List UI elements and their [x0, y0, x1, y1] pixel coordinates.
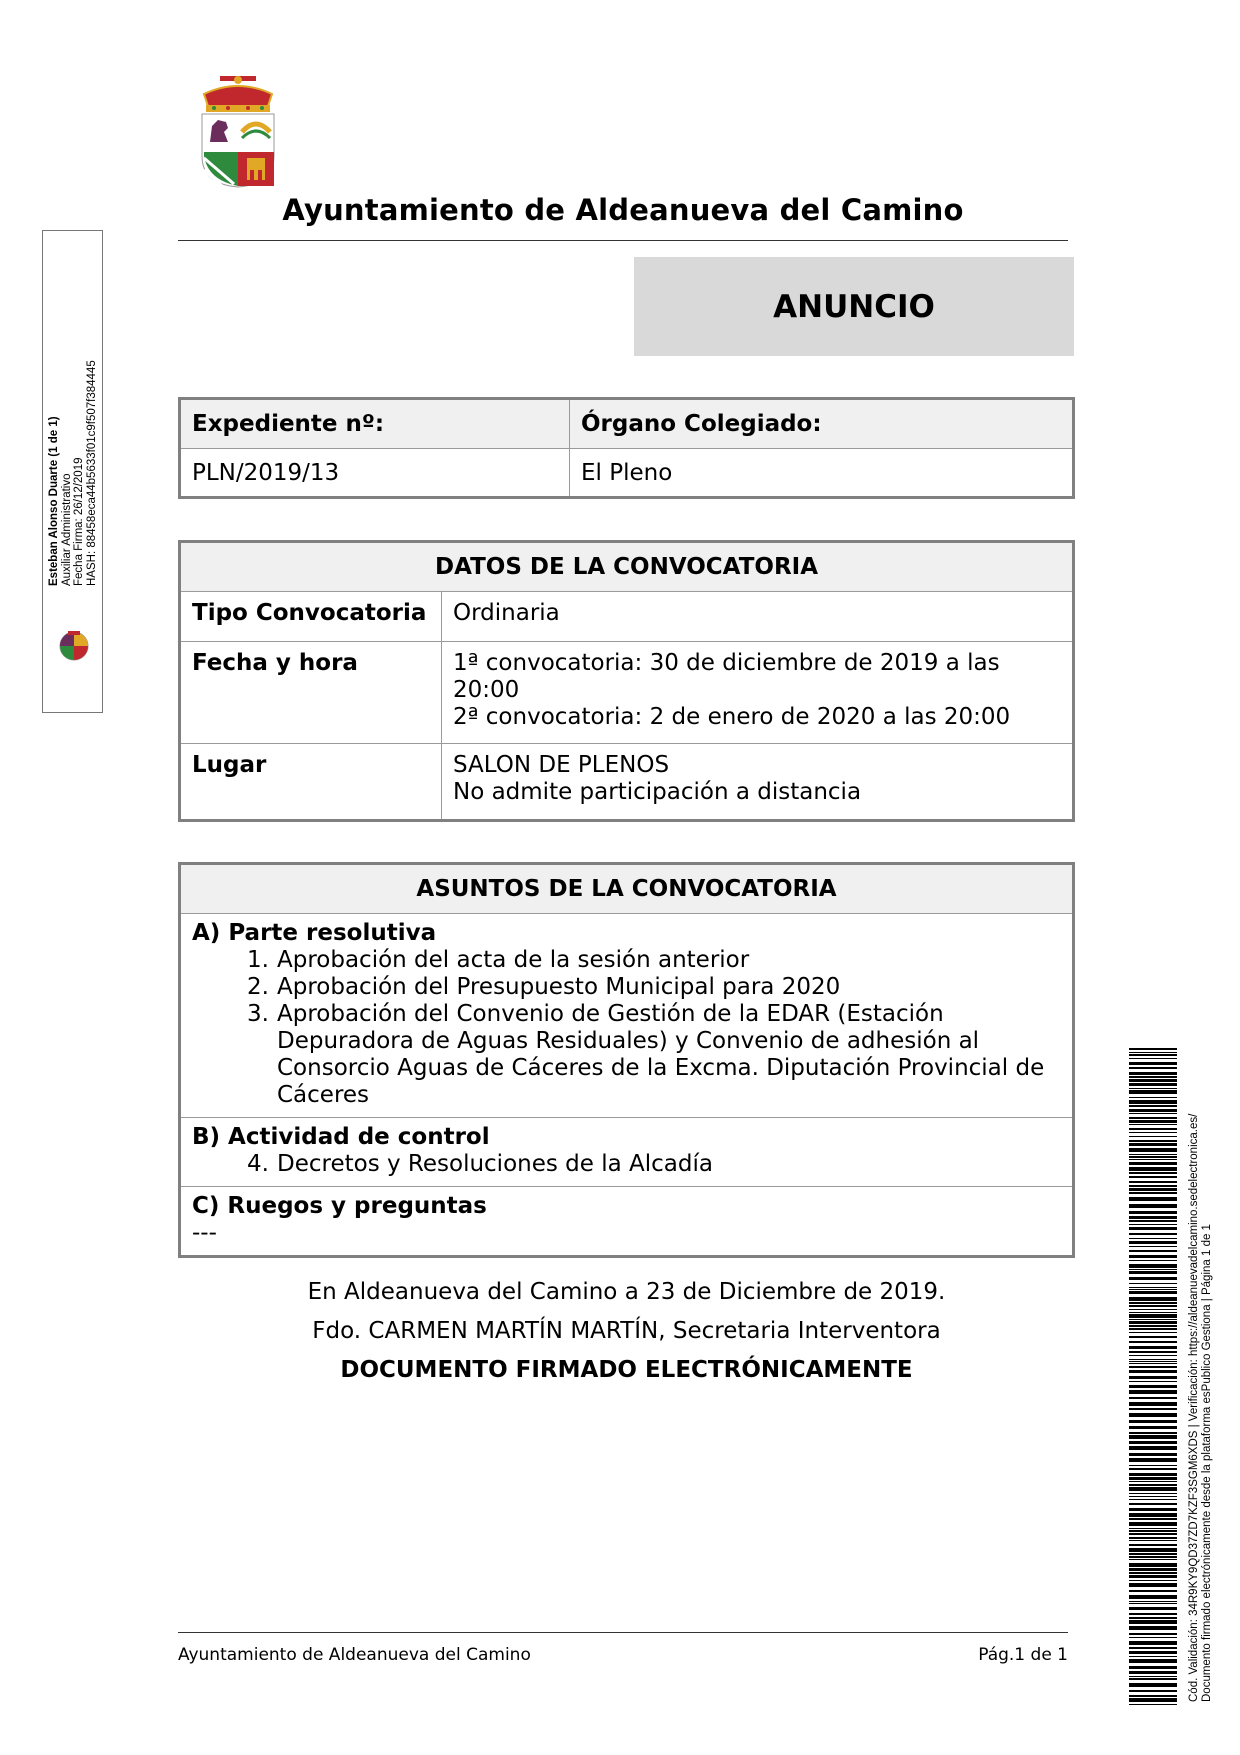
barcode-bar — [1129, 1641, 1177, 1645]
barcode-bar — [1129, 1647, 1177, 1649]
barcode-bar — [1129, 1246, 1177, 1247]
barcode-bar — [1129, 1465, 1177, 1466]
barcode-bar — [1129, 1062, 1177, 1065]
barcode-bar — [1129, 1220, 1177, 1222]
barcode-bar — [1129, 1553, 1177, 1555]
barcode-bar — [1129, 1100, 1177, 1104]
asuntos-section-a — [180, 914, 1074, 1118]
barcode-bar — [1129, 1683, 1177, 1687]
barcode-bar — [1129, 1277, 1177, 1280]
fecha-line-2: 2ª convocatoria: 2 de enero de 2020 a las 20:00 — [453, 704, 1011, 730]
barcode-bar — [1129, 1289, 1177, 1290]
barcode-bar — [1129, 1238, 1177, 1239]
barcode-bar — [1129, 1312, 1177, 1313]
barcode-bar — [1129, 1385, 1177, 1388]
barcode-bar — [1129, 1513, 1177, 1517]
barcode-bar — [1129, 1666, 1177, 1669]
barcode-bar — [1129, 1204, 1177, 1208]
list-item — [192, 1151, 1061, 1178]
barcode-bar — [1129, 1518, 1177, 1520]
item-text: Aprobación del acta de la sesión anterior — [277, 947, 750, 973]
barcode-bar — [1129, 1583, 1177, 1587]
barcode-bar — [1129, 1572, 1177, 1574]
barcode-bar — [1129, 1088, 1177, 1089]
barcode-bar — [1129, 1432, 1177, 1434]
barcode-bar — [1129, 1651, 1177, 1654]
place-date-line: En Aldeanueva del Camino a 23 de Diciembre de 2019. — [307, 1279, 946, 1305]
barcode-bar — [1129, 1120, 1177, 1123]
barcode-bar — [1129, 1058, 1177, 1059]
list-item — [192, 974, 1061, 1001]
barcode-bar — [1129, 1528, 1177, 1529]
barcode-bar — [1129, 1695, 1177, 1697]
barcode-bar — [1129, 1181, 1177, 1183]
barcode-bar — [1129, 1241, 1177, 1244]
barcode-bar — [1129, 1493, 1177, 1494]
validation-line-2: Documento firmado electrónicamente desde la plataforma esPublico Gestiona | Página 1 de 1 — [1201, 1224, 1213, 1702]
barcode-bar — [1129, 1533, 1177, 1535]
barcode-bar — [1129, 1676, 1177, 1677]
barcode-bar — [1129, 1148, 1177, 1152]
barcode-bar — [1129, 1216, 1177, 1219]
barcode-bar — [1129, 1113, 1177, 1114]
barcode-bar — [1129, 1530, 1177, 1532]
barcode-bar — [1129, 1105, 1177, 1107]
barcode-bar — [1129, 1698, 1177, 1702]
barcode-bar — [1129, 1402, 1177, 1406]
expediente-table — [178, 397, 1075, 499]
barcode-bar — [1129, 1143, 1177, 1146]
barcode-bar — [1129, 1508, 1177, 1511]
convocatoria-data-title: DATOS DE LA CONVOCATORIA — [180, 542, 1074, 592]
barcode-bar — [1129, 1613, 1177, 1615]
barcode-bar — [1129, 1269, 1177, 1270]
barcode-bar — [1129, 1132, 1177, 1133]
barcode-bar — [1129, 1325, 1177, 1327]
barcode-bar — [1129, 1540, 1177, 1541]
barcode-bar — [1129, 1233, 1177, 1235]
stamp-hash: HASH: 88458eca44b5633f01c9f507f384445 — [85, 360, 98, 586]
barcode-bar — [1129, 1656, 1177, 1657]
barcode-bar — [1129, 1522, 1177, 1526]
barcode-bar — [1129, 1633, 1177, 1635]
barcode-bar — [1129, 1481, 1177, 1482]
barcode-bar — [1129, 1617, 1177, 1619]
barcode-bar — [1129, 1544, 1177, 1546]
stamp-date: Fecha Firma: 26/12/2019 — [73, 457, 85, 586]
barcode-bar — [1129, 1197, 1177, 1201]
barcode-bar — [1129, 1690, 1177, 1692]
barcode-bar — [1129, 1255, 1177, 1258]
barcode-bar — [1129, 1484, 1177, 1486]
barcode-bar — [1129, 1314, 1177, 1318]
barcode-bar — [1129, 1192, 1177, 1194]
barcode-bar — [1129, 1321, 1177, 1324]
asuntos-title: ASUNTOS DE LA CONVOCATORIA — [180, 864, 1074, 914]
barcode-bar — [1129, 1366, 1177, 1368]
barcode-bar — [1129, 1079, 1177, 1082]
barcode-bar — [1129, 1287, 1177, 1288]
barcode-bar — [1129, 1309, 1177, 1310]
item-text: Aprobación del Convenio de Gestión de la EDAR (Estación Depuradora de Aguas Residuales) y Convenio de adhesión al Consorcio Aguas de Cáceres de la Excma. Diputación Provincial de Cáceres — [277, 1001, 1045, 1108]
barcode-bar — [1129, 1370, 1177, 1373]
barcode-bar — [1129, 1336, 1177, 1338]
barcode-bar — [1129, 1167, 1177, 1171]
list-item — [192, 947, 1061, 974]
barcode-bar — [1129, 1580, 1177, 1581]
validation-text — [1188, 1032, 1214, 1702]
asuntos-section-b — [180, 1118, 1074, 1187]
stamp-coat-of-arms-icon — [50, 631, 98, 661]
stamp-signer: Esteban Alonso Duarte (1 de 1) — [48, 416, 60, 586]
barcode-bar — [1129, 1603, 1177, 1604]
item-number: 3. — [247, 1001, 269, 1027]
barcode-bar — [1129, 1128, 1177, 1130]
barcode-bar — [1129, 1097, 1177, 1098]
barcode-bar — [1129, 1271, 1177, 1274]
barcode-bar — [1129, 1441, 1177, 1444]
barcode-bar — [1129, 1420, 1177, 1423]
signature-stamp — [42, 230, 103, 713]
barcode-bar — [1129, 1537, 1177, 1539]
organization-title: Ayuntamiento de Aldeanueva del Camino — [282, 193, 964, 227]
barcode-bar — [1129, 1054, 1177, 1056]
barcode-bar — [1129, 1283, 1177, 1284]
barcode-bar — [1129, 1052, 1177, 1053]
barcode-bar — [1129, 1620, 1177, 1624]
barcode-bar — [1129, 1136, 1177, 1137]
barcode-bar — [1129, 1159, 1177, 1160]
barcode-bar — [1129, 1626, 1177, 1630]
stamp-role: Auxiliar Administrativo — [60, 473, 73, 586]
barcode-bar — [1129, 1355, 1177, 1356]
signature-line: Fdo. CARMEN MARTÍN MARTÍN, Secretaria Interventora — [312, 1318, 941, 1344]
header-divider — [178, 240, 1068, 241]
barcode-bar — [1129, 1140, 1177, 1142]
barcode-bar — [1129, 1704, 1177, 1705]
barcode-bar — [1129, 1503, 1177, 1505]
item-text: Decretos y Resoluciones de la Alcadía — [277, 1151, 713, 1177]
barcode-bar — [1129, 1435, 1177, 1439]
barcode-bar — [1129, 1067, 1177, 1069]
barcode-bar — [1129, 1154, 1177, 1155]
barcode-bar — [1129, 1109, 1177, 1112]
barcode-bar — [1129, 1260, 1177, 1261]
barcode-bar — [1129, 1659, 1177, 1663]
section-b-title: B) Actividad de control — [192, 1124, 490, 1150]
barcode-bar — [1129, 1413, 1177, 1417]
barcode-bar — [1129, 1302, 1177, 1304]
barcode-bar — [1129, 1250, 1177, 1252]
organo-value: El Pleno — [570, 449, 1074, 498]
barcode-bar — [1129, 1671, 1177, 1674]
barcode-bar — [1129, 1408, 1177, 1410]
fecha-label: Fecha y hora — [180, 642, 442, 744]
expediente-value: PLN/2019/13 — [180, 449, 570, 498]
barcode-bar — [1129, 1227, 1177, 1230]
barcode-bar — [1129, 1176, 1177, 1178]
barcode-bar — [1129, 1117, 1177, 1119]
barcode-bar — [1129, 1575, 1177, 1578]
barcode-bar — [1129, 1590, 1177, 1592]
barcode-bar — [1129, 1559, 1177, 1560]
footer-divider — [178, 1632, 1068, 1633]
barcode-bar — [1129, 1319, 1177, 1320]
barcode-bar — [1129, 1188, 1177, 1191]
expediente-label: Expediente nº: — [180, 399, 570, 449]
barcode-bar — [1129, 1351, 1177, 1353]
fecha-value — [442, 642, 1074, 744]
barcode-bar — [1129, 1297, 1177, 1301]
barcode-bar — [1129, 1072, 1177, 1075]
fecha-line-1: 1ª convocatoria: 30 de diciembre de 2019 a las 20:00 — [453, 650, 1000, 703]
barcode-bar — [1129, 1124, 1177, 1125]
barcode-bar — [1129, 1224, 1177, 1225]
barcode-bar — [1129, 1185, 1177, 1187]
barcode-bar — [1129, 1291, 1177, 1294]
electronic-signature-note: DOCUMENTO FIRMADO ELECTRÓNICAMENTE — [340, 1357, 913, 1383]
tipo-label: Tipo Convocatoria — [180, 592, 442, 642]
barcode-bar — [1129, 1607, 1177, 1610]
barcode-bar — [1129, 1468, 1177, 1470]
section-c-body: --- — [192, 1220, 217, 1246]
barcode-bar — [1129, 1601, 1177, 1602]
item-number: 4. — [247, 1151, 269, 1177]
barcode-bar — [1129, 1678, 1177, 1680]
barcode-bar — [1129, 1090, 1177, 1094]
item-text: Aprobación del Presupuesto Municipal para 2020 — [277, 974, 841, 1000]
barcode-bar — [1129, 1426, 1177, 1429]
barcode-bar — [1129, 1473, 1177, 1476]
signature-stamp-text — [48, 316, 98, 586]
barcode-bar — [1129, 1328, 1177, 1330]
barcode-bar — [1129, 1499, 1177, 1500]
barcode-bar — [1129, 1487, 1177, 1491]
lugar-line-1: SALON DE PLENOS — [453, 752, 670, 778]
barcode-bar — [1129, 1595, 1177, 1599]
barcode-bar — [1129, 1637, 1177, 1638]
barcode-bar — [1129, 1390, 1177, 1394]
barcode-bar — [1129, 1305, 1177, 1307]
validation-line-1: Cód. Validación: 34R9KY9QD37ZD7KZF3SGM6XDS | Verificación: https://aldeanuevadelcamino.sedelectronica.es/ — [1188, 1113, 1200, 1702]
barcode-bar — [1129, 1359, 1177, 1360]
list-item — [192, 1001, 1061, 1109]
barcode-bar — [1129, 1162, 1177, 1165]
item-number: 2. — [247, 974, 269, 1000]
section-c-title: C) Ruegos y preguntas — [192, 1193, 487, 1219]
footer-page-number: Pág.1 de 1 — [978, 1645, 1068, 1665]
asuntos-table — [178, 862, 1075, 1258]
barcode-bar — [1129, 1496, 1177, 1497]
asuntos-section-c — [180, 1187, 1074, 1257]
validation-barcode — [1129, 1048, 1177, 1706]
barcode-bar — [1129, 1048, 1177, 1050]
section-a-title: A) Parte resolutiva — [192, 920, 437, 946]
tipo-value: Ordinaria — [442, 592, 1074, 642]
item-number: 1. — [247, 947, 269, 973]
lugar-line-2: No admite participación a distancia — [453, 779, 862, 805]
barcode-bar — [1129, 1076, 1177, 1078]
barcode-bar — [1129, 1172, 1177, 1174]
barcode-bar — [1129, 1568, 1177, 1571]
barcode-bar — [1129, 1156, 1177, 1158]
barcode-bar — [1129, 1083, 1177, 1086]
barcode-bar — [1129, 1376, 1177, 1379]
barcode-bar — [1129, 1381, 1177, 1382]
lugar-value — [442, 744, 1074, 821]
barcode-bar — [1129, 1453, 1177, 1456]
barcode-bar — [1129, 1361, 1177, 1362]
barcode-bar — [1129, 1563, 1177, 1567]
barcode-bar — [1129, 1446, 1177, 1450]
barcode-bar — [1129, 1346, 1177, 1349]
document-type-banner: ANUNCIO — [634, 257, 1074, 356]
footer-organization: Ayuntamiento de Aldeanueva del Camino — [178, 1645, 531, 1665]
barcode-bar — [1129, 1458, 1177, 1462]
barcode-bar — [1129, 1363, 1177, 1364]
convocatoria-data-table — [178, 540, 1075, 822]
barcode-bar — [1129, 1548, 1177, 1552]
lugar-label: Lugar — [180, 744, 442, 821]
barcode-bar — [1129, 1341, 1177, 1343]
barcode-bar — [1129, 1556, 1177, 1558]
organo-label: Órgano Colegiado: — [570, 399, 1074, 449]
barcode-bar — [1129, 1211, 1177, 1214]
municipal-coat-of-arms-logo — [198, 76, 278, 188]
barcode-bar — [1129, 1332, 1177, 1333]
barcode-bar — [1129, 1264, 1177, 1268]
barcode-bar — [1129, 1397, 1177, 1399]
barcode-bar — [1129, 1477, 1177, 1480]
